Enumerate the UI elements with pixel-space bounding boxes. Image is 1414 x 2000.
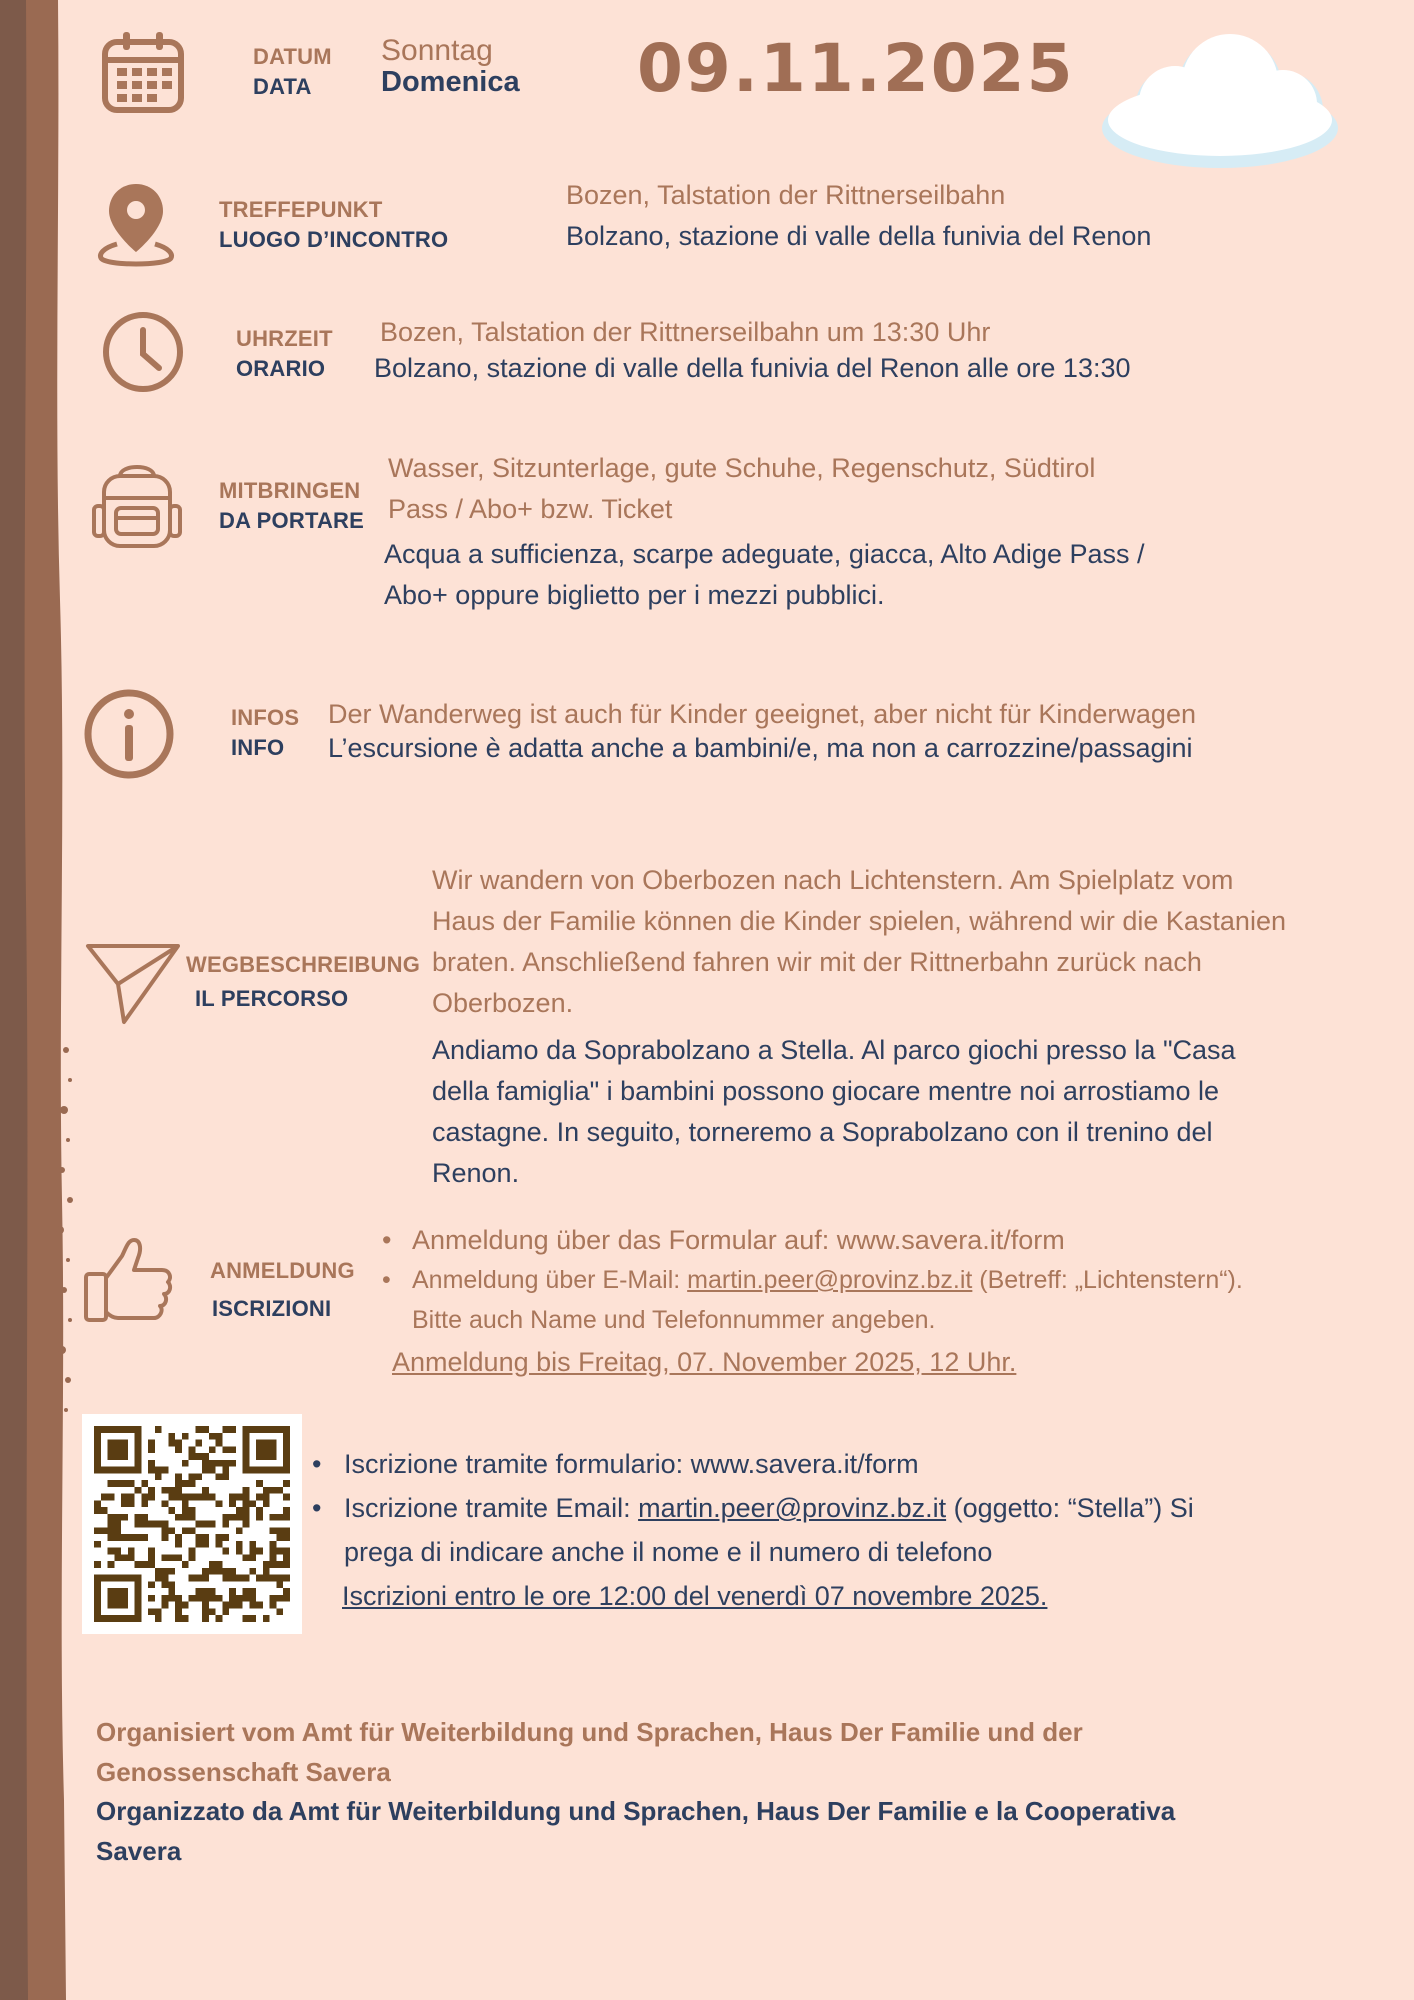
registration-de-email-post: (Betreff: „Lichtenstern“). [972,1266,1243,1294]
route-de-line: Haus der Familie können die Kinder spielen, während wir die Kastanien [432,906,1286,936]
bring-text-de-1: Wasser, Sitzunterlage, gute Schuhe, Regenschutz, Südtirol [388,453,1096,483]
backpack-icon [90,458,184,552]
qr-code[interactable] [82,1414,302,1634]
footer-it-2: Savera [96,1836,182,1866]
info-text-de: Der Wanderweg ist auch für Kinder geeignet, aber nicht für Kinderwagen [328,699,1196,729]
calendar-icon [101,30,185,114]
registration-it-email-pre: Iscrizione tramite Email: [344,1493,639,1523]
registration-it-form-text: Iscrizione tramite formulario: www.savera.it/form [344,1449,919,1479]
route-it-line: Renon. [432,1158,520,1188]
route-de-line: braten. Anschließend fahren wir mit der Rittnerbahn zurück nach [432,947,1202,977]
route-it-line: castagne. In seguito, torneremo a Soprabolzano con il trenino del [432,1117,1213,1147]
date-label-it: DATA [253,74,312,99]
registration-de-item-1 [382,1220,1372,1260]
date-label-de: DATUM [253,44,332,69]
time-label-de: UHRZEIT [236,326,333,351]
registration-it-email-post: (oggetto: “Stella”) Si [946,1493,1194,1523]
meeting-text-de: Bozen, Talstation der Rittnerseilbahn [566,180,1006,210]
route-it-line: Andiamo da Soprabolzano a Stella. Al parco giochi presso la "Casa [432,1035,1236,1065]
time-text-it: Bolzano, stazione di valle della funivia del Renon alle ore 13:30 [374,353,1131,383]
footer-de-1: Organisiert vom Amt für Weiterbildung und Sprachen, Haus Der Familie und der [96,1717,1083,1747]
registration-de [382,1220,1372,1382]
registration-de-email-link[interactable]: martin.peer@provinz.bz.it [687,1266,973,1294]
meeting-label-de: TREFFEPUNKT [219,197,383,222]
route-label-it: IL PERCORSO [195,986,349,1011]
bullet: • [382,1225,392,1255]
bring-text-de-2: Pass / Abo+ bzw. Ticket [388,494,673,524]
thumbs-up-icon [82,1234,174,1326]
location-pin-icon [95,178,177,270]
bullet: • [312,1449,322,1479]
route-label-de: WEGBESCHREIBUNG [186,952,421,977]
bring-text-it-1: Acqua a sufficienza, scarpe adeguate, giacca, Alto Adige Pass / [384,539,1145,569]
route-de-line: Oberbozen. [432,988,574,1018]
registration-it-item-1 [312,1442,1384,1486]
registration-de-form-text: Anmeldung über das Formular auf: www.savera.it/form [412,1225,1065,1255]
bring-label-it: DA PORTARE [219,508,364,533]
info-label-de: INFOS [231,705,300,730]
registration-de-deadline: Anmeldung bis Freitag, 07. November 2025, 12 Uhr. [392,1347,1017,1377]
registration-label-de: ANMELDUNG [210,1258,355,1283]
meeting-label-it: LUOGO D’INCONTRO [219,227,449,252]
route-text-it [432,1030,1372,1194]
footer-de-2: Genossenschaft Savera [96,1757,391,1787]
qr-code-image [94,1426,290,1622]
info-icon [82,687,176,781]
bullet: • [382,1266,391,1294]
registration-it [312,1442,1384,1618]
route-it-line: della famiglia" i bambini possono giocare mentre noi arrostiamo le [432,1076,1219,1106]
day-it: Domenica [381,66,520,98]
registration-it-item-2-line2: prega di indicare anche il nome e il numero di telefono [344,1537,993,1567]
bullet: • [312,1493,322,1523]
registration-de-item-2-line2: Bitte auch Name und Telefonnummer angeben. [412,1306,936,1334]
time-text-de: Bozen, Talstation der Rittnerseilbahn um 13:30 Uhr [380,317,991,347]
route-de-line: Wir wandern von Oberbozen nach Lichtenstern. Am Spielplatz vom [432,865,1234,895]
clock-icon [101,310,185,394]
day-de: Sonntag [381,34,493,67]
bring-label-de: MITBRINGEN [219,478,361,503]
footer-it-1: Organizzato da Amt für Weiterbildung und Sprachen, Haus Der Familie e la Cooperativa [96,1796,1176,1826]
info-label-it: INFO [231,735,285,760]
registration-de-email-pre: Anmeldung über E-Mail: [412,1266,688,1294]
paper-plane-icon [84,942,182,1026]
info-text-it: L’escursione è adatta anche a bambini/e, ma non a carrozzine/passagini [328,733,1193,763]
time-label-it: ORARIO [236,356,326,381]
cloud-icon [1085,28,1345,178]
registration-label-it: ISCRIZIONI [212,1296,332,1321]
event-date: 09.11.2025 [637,30,1075,107]
registration-it-deadline: Iscrizioni entro le ore 12:00 del venerdì 07 novembre 2025. [342,1581,1048,1611]
registration-it-item-2 [312,1486,1384,1530]
tree-trunk-decoration [0,0,74,2000]
meeting-text-it: Bolzano, stazione di valle della funivia del Renon [566,221,1152,251]
registration-de-item-2 [382,1260,1372,1300]
registration-it-email-link[interactable]: martin.peer@provinz.bz.it [638,1493,947,1523]
bring-text-it-2: Abo+ oppure biglietto per i mezzi pubblici. [384,580,885,610]
route-text-de [432,860,1372,1024]
